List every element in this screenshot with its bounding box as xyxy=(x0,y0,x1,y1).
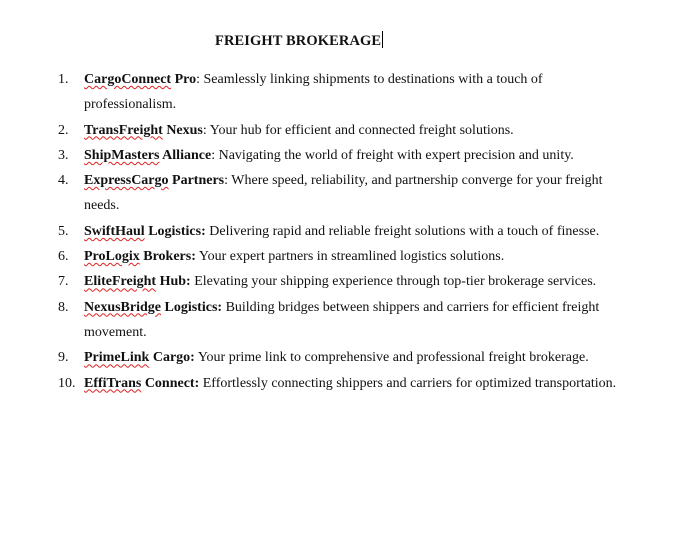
item-number: 8. xyxy=(58,299,69,315)
item-number: 4. xyxy=(58,173,69,189)
misspelled-word[interactable]: EliteFreight xyxy=(84,274,157,290)
company-name xyxy=(84,274,191,289)
company-name xyxy=(84,123,203,138)
separator: : xyxy=(224,173,229,189)
misspelled-word[interactable]: ExpressCargo xyxy=(84,173,169,189)
company-description: Seamlessly linking shipments to destinations with a touch of professionalism. xyxy=(84,72,543,113)
list-item[interactable] xyxy=(58,168,618,219)
list-item[interactable] xyxy=(58,118,618,143)
item-number: 10. xyxy=(58,375,76,391)
misspelled-word[interactable]: CargoConnect xyxy=(84,72,172,87)
item-number: 9. xyxy=(58,350,69,366)
misspelled-word[interactable]: TransFreight xyxy=(84,122,163,138)
company-description: Building bridges between shippers and carriers for efficient freight movement. xyxy=(84,299,600,340)
company-description: Where speed, reliability, and partnership converge for your freight needs. xyxy=(84,173,603,214)
list-item[interactable] xyxy=(58,269,618,294)
company-description: Your hub for efficient and connected freight solutions. xyxy=(206,122,514,138)
list-item[interactable] xyxy=(58,295,618,346)
company-description: Navigating the world of freight with expert precision and unity. xyxy=(215,147,574,163)
company-name-rest: Cargo: xyxy=(149,350,195,366)
separator: : xyxy=(211,147,216,163)
company-name xyxy=(84,148,211,163)
company-name-rest: Connect: xyxy=(141,375,200,391)
company-name-rest: Nexus xyxy=(162,122,203,138)
misspelled-word[interactable]: EffiTrans xyxy=(84,375,142,391)
list-item[interactable] xyxy=(58,345,618,370)
item-number: 2. xyxy=(58,122,69,138)
list-item[interactable] xyxy=(58,371,618,396)
company-name-rest: Pro xyxy=(171,72,197,87)
company-name xyxy=(84,300,222,315)
company-name xyxy=(84,376,199,391)
company-name-rest: Partners xyxy=(168,173,225,189)
misspelled-word[interactable]: PrimeLink xyxy=(84,350,150,366)
company-name xyxy=(84,173,224,188)
document-title[interactable] xyxy=(215,31,383,50)
separator: : xyxy=(202,122,207,138)
item-number: 1. xyxy=(58,72,69,87)
company-description: Your prime link to comprehensive and professional freight brokerage. xyxy=(194,350,589,366)
item-number: 5. xyxy=(58,223,69,239)
company-description: Elevating your shipping experience through top-tier brokerage services. xyxy=(190,274,597,290)
item-number: 7. xyxy=(58,274,69,290)
list-item[interactable] xyxy=(58,244,618,269)
list-item[interactable] xyxy=(58,143,618,168)
company-name-rest: Alliance xyxy=(159,147,212,163)
document-title-text: FREIGHT BROKERAGE xyxy=(215,33,382,49)
item-number: 3. xyxy=(58,147,69,163)
company-description: Your expert partners in streamlined logistics solutions. xyxy=(195,249,505,265)
company-description: Effortlessly connecting shippers and carriers for optimized transportation. xyxy=(199,375,617,391)
company-list xyxy=(58,67,618,396)
separator: : xyxy=(196,72,201,87)
company-name xyxy=(84,350,195,365)
company-name-rest: Logistics: xyxy=(144,223,206,239)
company-description: Delivering rapid and reliable freight solutions with a touch of finesse. xyxy=(205,223,600,239)
list-item[interactable] xyxy=(58,219,618,244)
misspelled-word[interactable]: NexusBridge xyxy=(84,299,161,315)
company-name xyxy=(84,72,196,87)
text-cursor xyxy=(382,31,383,48)
misspelled-word[interactable]: ProLogix xyxy=(84,249,140,265)
company-name xyxy=(84,249,196,264)
company-name-rest: Logistics: xyxy=(161,299,223,315)
list-item[interactable] xyxy=(58,67,618,118)
misspelled-word[interactable]: SwiftHaul xyxy=(84,223,145,239)
item-number: 6. xyxy=(58,249,69,265)
company-name-rest: Hub: xyxy=(156,274,191,290)
company-name-rest: Brokers: xyxy=(139,249,196,265)
company-name xyxy=(84,224,206,239)
misspelled-word[interactable]: ShipMasters xyxy=(84,147,160,163)
